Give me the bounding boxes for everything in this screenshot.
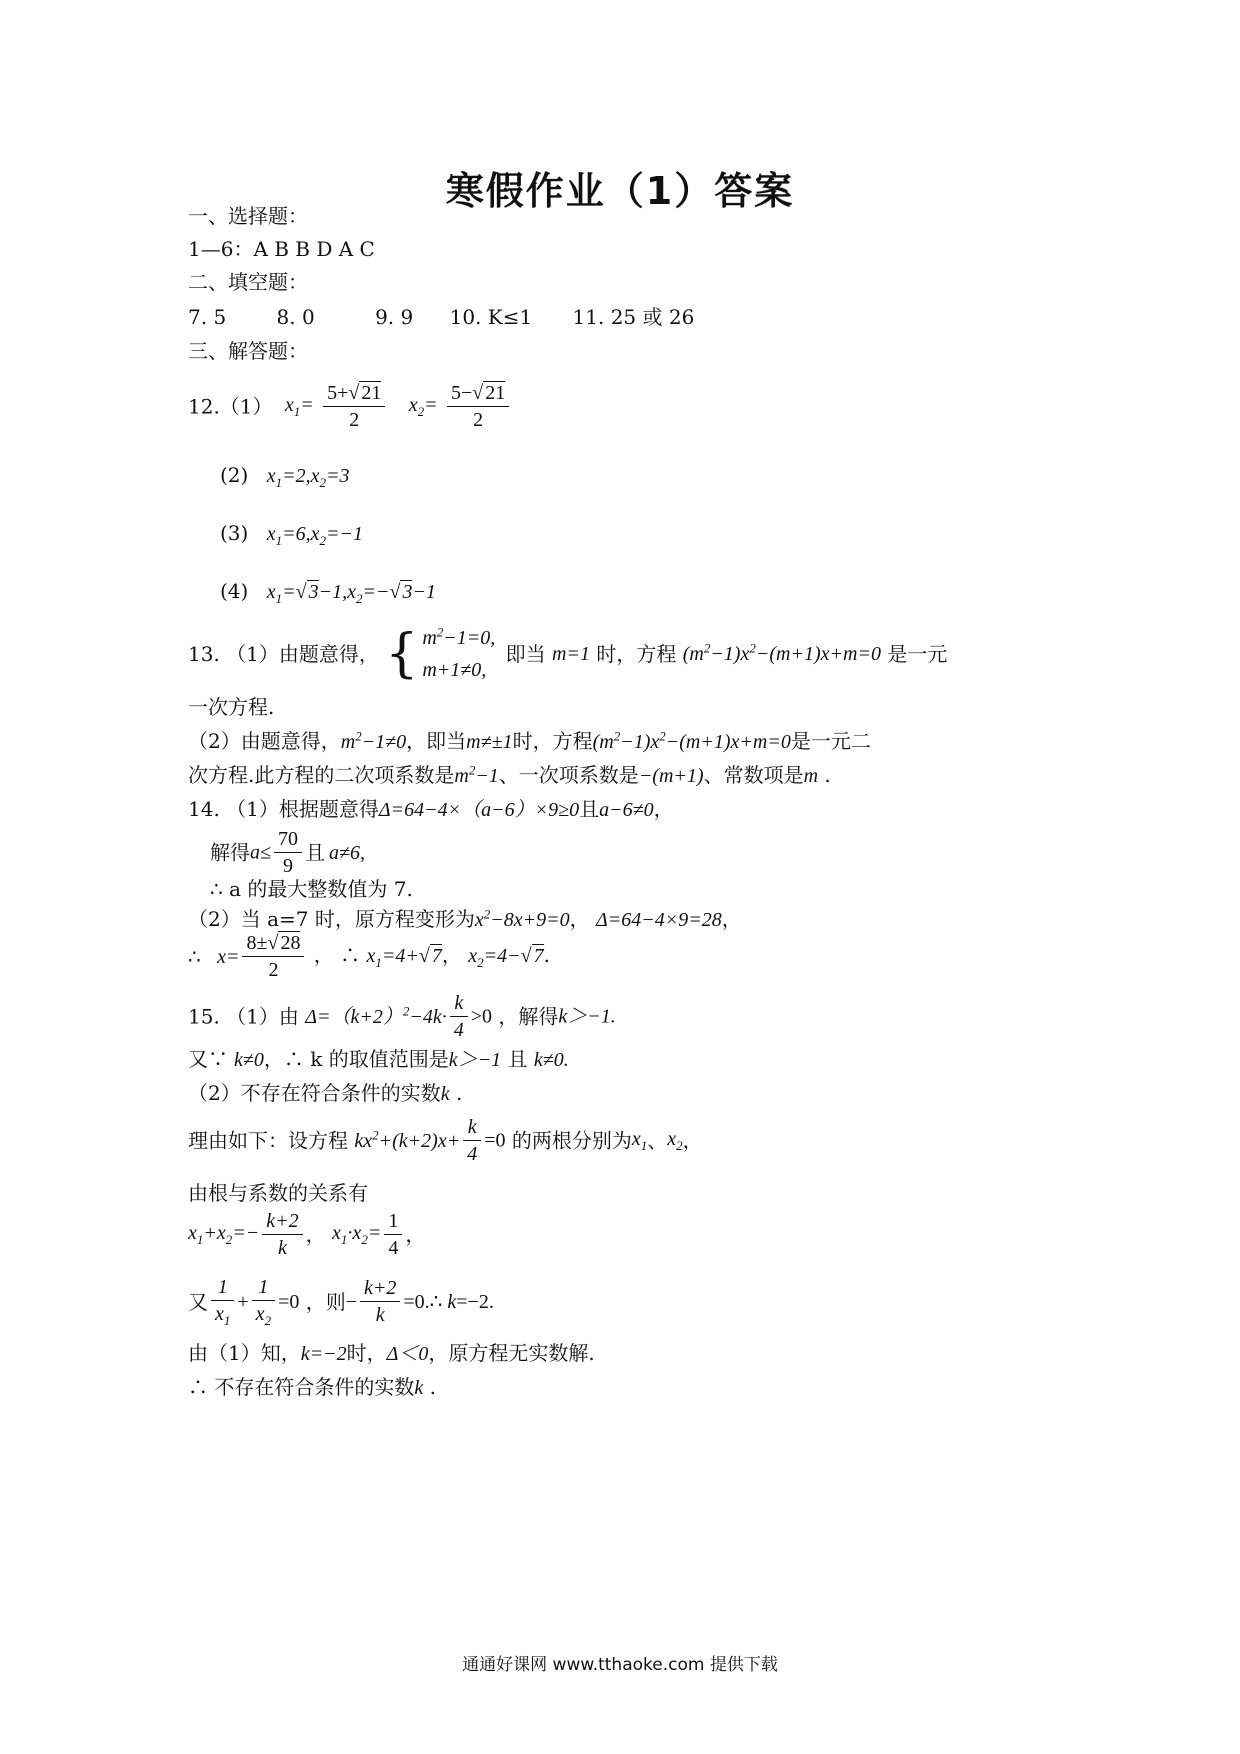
q13-part1: 13. （1）由题意得， { $m^2-1=0$, m+1≠0, 即当 m=1 时，方程 $(m^2-1)x^2-(m+1)x+m=0$ 是一元 <box>188 624 948 684</box>
q12-label: 12.（1） <box>188 394 273 419</box>
q12-root1: $\frac{5+√ 21}{2}$ <box>323 380 385 433</box>
choice-answers: 1—6：A B B D A C <box>188 237 375 261</box>
q15-part2: （2）不存在符合条件的实数k . <box>188 1081 463 1105</box>
q15-from1: 由（1）知，k=−2时，Δ＜0，原方程无实数解. <box>188 1341 595 1365</box>
q15-vieta-heading: 由根与系数的关系有 <box>188 1181 368 1205</box>
q12-root2: $\frac{5-√ 21}{2}$ <box>447 380 509 433</box>
q14-part1: 14. （1）根据题意得Δ=64−4×（a−6）×9≥0且a−6≠0， <box>188 797 674 821</box>
fill-answer-7: 7. 5 <box>188 305 227 329</box>
fill-answer-8: 8. 0 <box>276 305 315 329</box>
q14-max: ∴ a 的最大整数值为 7. <box>210 877 413 901</box>
fill-answer-10: 10. K≤1 <box>449 305 533 329</box>
q14-solve: 解得a≤ $\frac{70}{9}$ 且 a≠6, <box>210 828 365 877</box>
page-footer: 通通好课网 www.tthaoke.com 提供下载 <box>462 1655 778 1675</box>
q14-part2: （2）当 a=7 时，原方程变形为$x^2-8x+9=0$， Δ=64−4×9=28， <box>188 906 742 931</box>
q15-part1: 15. （1）由 $\Delta=(k+2)^2-4k\cdot$ $\frac{k}{4}$ >0 ，解得k＞−1. <box>188 992 616 1041</box>
page-title: 寒假作业（1）答案 <box>445 169 795 213</box>
fill-heading: 二、填空题： <box>188 270 308 294</box>
choice-heading: 一、选择题： <box>188 204 308 228</box>
solve-heading: 三、解答题： <box>188 339 308 363</box>
fill-answer-9: 9. 9 <box>375 305 414 329</box>
q12-part3: (3) $x_1=6,x_2=-1$ <box>220 521 363 548</box>
q15-sum: 又 $\frac{1}{x_1}$ + $\frac{1}{x_2}$ =0 ，则− $\frac{k+2}{k}$ =0.∴ k=−2. <box>188 1276 494 1328</box>
q15-range: 又∵ k≠0，∴ k 的取值范围是k＞−1 且 k≠0. <box>188 1047 569 1071</box>
q15-conclude: ∴ 不存在符合条件的实数k . <box>188 1375 436 1399</box>
q12-part4: (4) $x_1=√$ $3-1,x_2=-√$ 3−1 <box>220 579 436 606</box>
q13-part2: （2）由题意得，$m^2-1\ne 0$，即当m≠±1时，方程$(m^2-1)x^2-(m+1)x+m=0$是一元二 <box>188 728 871 753</box>
q12-part2: (2) $x_1=2,x_2=3$ <box>220 463 350 490</box>
q13-line2: 一次方程. <box>188 695 275 719</box>
q14-roots: ∴ x= $\frac{8\pm√ 28}{2}$ ， ∴ $x_1=4+√$ 7， $x_2=4-√$ 7. <box>188 932 550 981</box>
q12-part1: 12.（1） $x_1=$ $\frac{5+√ 21}{2}$ $x_2=$ $\frac{5-√ 21}{2}$ <box>188 380 512 433</box>
fill-answer-11: 11. 25 或 26 <box>572 305 695 329</box>
q15-vieta: $x_1+x_2=-$ $\frac{k+2}{k}$ ， $x_1\cdot x_2=$ $\frac{1}{4}$ ， <box>188 1210 426 1259</box>
q13-part3: 次方程.此方程的二次项系数是$m^2-1$、一次项系数是−(m+1)、常数项是m . <box>188 762 831 787</box>
q15-reason: 理由如下：设方程 $kx^2+(k+2)x+$ $\frac{k}{4}$ =0 的两根分别为$x_1$、$x_2$， <box>188 1116 703 1165</box>
fill-answers <box>188 304 694 330</box>
